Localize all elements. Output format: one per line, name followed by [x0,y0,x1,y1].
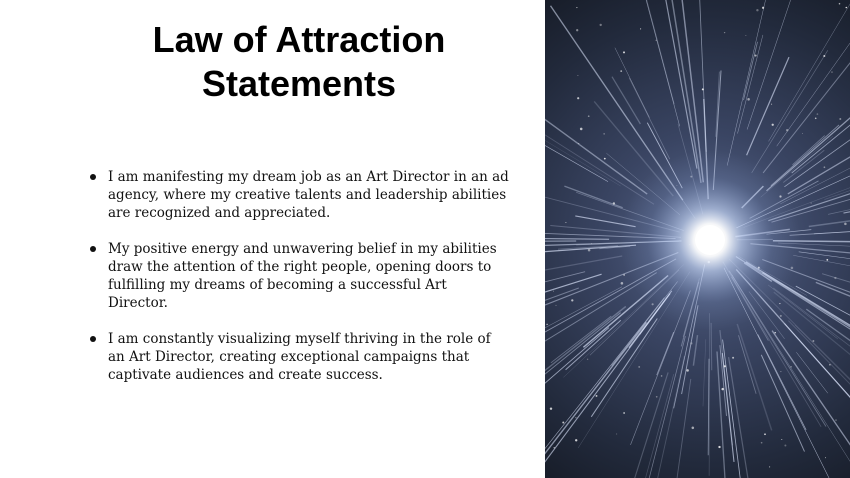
star-speck [772,124,774,126]
star-speck [802,133,803,134]
star-speck [577,75,578,76]
star-speck [623,274,624,275]
star-speck [845,7,847,9]
bullet-text: I am manifesting my dream job as an Art Director in an ad agency, where my creative talents and leadership abilities are recognized and appreciated. [108,169,509,221]
star-speck [575,439,577,441]
star-speck [554,447,555,448]
star-speck [829,364,831,366]
star-speck [774,332,775,333]
star-speck [815,117,817,119]
star-speck [755,55,757,57]
bullet-dot-icon [90,336,96,342]
bullet-item [89,168,509,222]
star-speck [591,243,592,244]
star-speck [550,407,552,409]
star-speck [577,97,579,99]
star-speck [588,115,590,117]
star-speck [826,259,828,261]
star-speck [661,375,663,377]
star-speck [835,419,837,421]
star-speck [587,359,588,360]
star-speck [732,357,734,359]
star-speck [702,88,704,90]
star-speck [616,434,617,435]
star-speck [556,305,557,306]
title-line-1: Law of Attraction [152,19,446,60]
light-ray [711,323,712,370]
star-speck [839,3,841,5]
star-speck [613,202,615,204]
star-speck [546,324,547,325]
star-speck [686,369,689,372]
star-speck [656,396,658,398]
star-speck [604,133,605,134]
light-core [695,225,725,255]
star-speck [771,104,772,105]
star-speck [638,366,640,368]
bullet-dot-icon [90,174,96,180]
star-speck [790,366,791,367]
bullet-dot-icon [90,246,96,252]
star-speck [780,371,781,372]
star-speck [578,143,579,144]
star-speck [623,412,625,414]
star-speck [839,118,841,120]
star-speck [824,166,826,168]
star-speck [580,128,583,131]
star-speck [831,71,832,72]
star-speck [588,249,591,252]
star-speck [746,35,747,36]
star-speck [596,395,598,397]
star-speck [769,466,770,467]
star-speck [779,303,780,304]
star-speck [756,9,758,11]
title-line-2: Statements [201,63,397,104]
star-speck [784,445,786,447]
star-speck [834,277,836,279]
star-speck [623,51,625,53]
light-ray [545,239,609,240]
starburst-image [545,0,850,478]
star-speck [620,70,622,72]
star-speck [692,427,695,430]
star-speck [575,417,576,418]
star-speck [571,299,573,301]
bullet-text: I am constantly visualizing myself thriving in the role of an Art Director, creating exceptional campaigns that captivate audiences and create success. [108,331,491,383]
star-speck [724,365,726,367]
star-speck [655,40,657,42]
star-speck [747,98,750,101]
star-speck [844,223,847,226]
star-speck [718,446,720,448]
star-speck [812,340,814,342]
star-speck [786,129,788,131]
star-speck [553,291,554,292]
bullet-text: My positive energy and unwavering belief in my abilities draw the attention of the right people, opening doors to fulfilling my dreams of becoming a successful Art Director. [108,241,497,311]
bullet-list [89,168,509,402]
slide-title [20,18,578,106]
star-speck [825,457,826,458]
star-speck [690,342,692,344]
bullet-item [89,330,509,384]
star-speck [565,222,566,223]
star-speck [780,315,782,317]
star-speck [762,7,764,9]
star-speck [721,388,723,390]
star-speck [576,29,578,31]
star-speck [817,113,819,115]
star-speck [764,433,766,435]
star-speck [761,442,763,444]
star-speck [576,7,577,8]
star-speck [604,158,606,160]
starburst-icon [545,0,850,478]
star-speck [781,439,782,440]
star-speck [562,421,564,423]
star-speck [600,24,602,26]
star-speck [621,282,624,285]
star-speck [724,32,725,33]
star-speck [823,55,825,57]
bullet-item [89,240,509,312]
star-speck [640,28,641,29]
star-speck [811,203,812,204]
